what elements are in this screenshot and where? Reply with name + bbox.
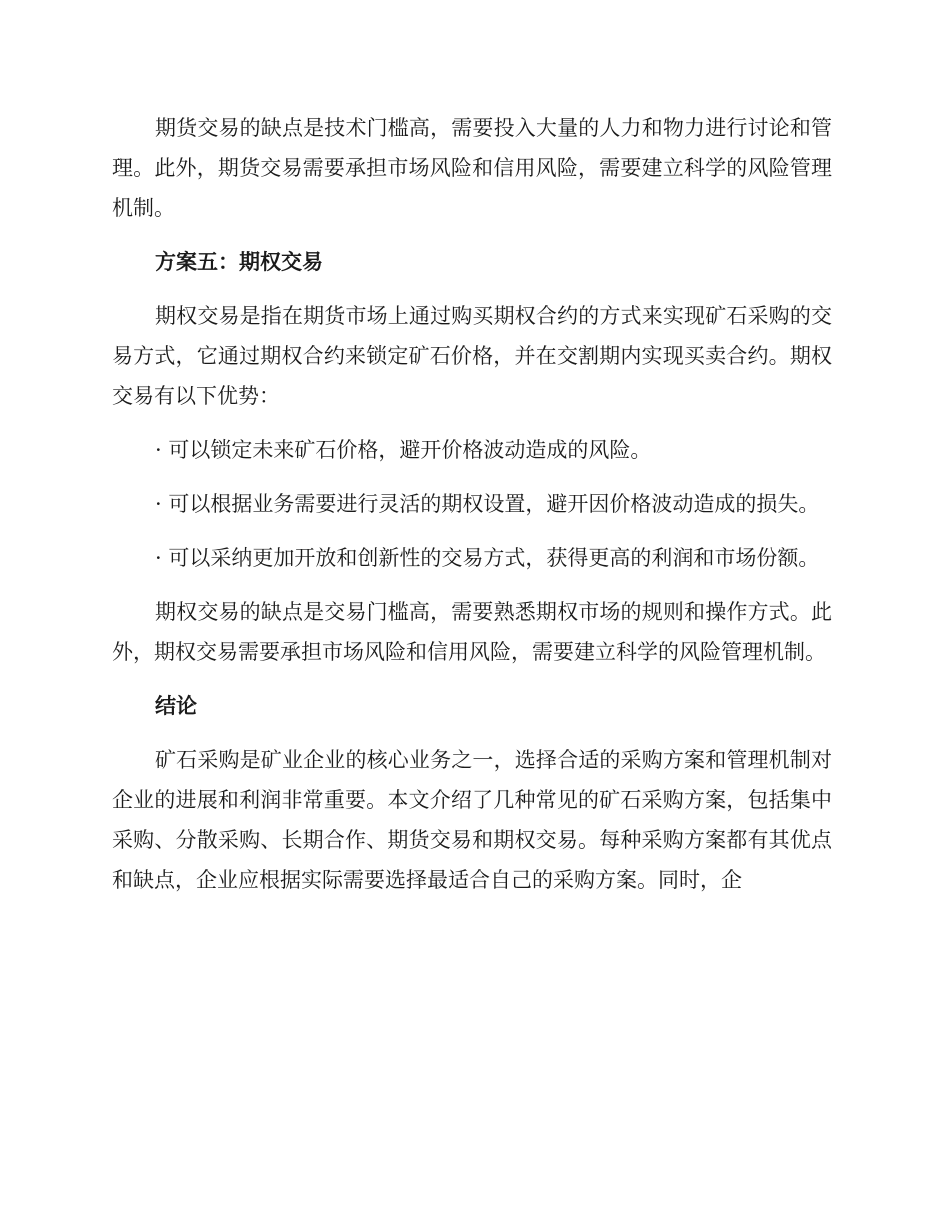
bullet-item-3: · 可以采纳更加开放和创新性的交易方式，获得更高的利润和市场份额。 — [155, 546, 820, 570]
heading-option-five: 方案五：期权交易 — [155, 250, 323, 274]
paragraph-options-drawbacks: 期权交易的缺点是交易门槛高，需要熟悉期权市场的规则和操作方式。此外，期权交易需要承担市场风险和信用风险，需要建立科学的风险管理机制。 — [112, 600, 832, 664]
bullet-item-2: · 可以根据业务需要进行灵活的期权设置，避开因价格波动造成的损失。 — [155, 492, 820, 516]
paragraph-futures-drawbacks: 期货交易的缺点是技术门槛高，需要投入大量的人力和物力进行讨论和管理。此外，期货交易需要承担市场风险和信用风险，需要建立科学的风险管理机制。 — [112, 116, 832, 220]
paragraph-conclusion: 矿石采购是矿业企业的核心业务之一，选择合适的采购方案和管理机制对企业的进展和利润非常重要。本文介绍了几种常见的矿石采购方案，包括集中采购、分散采购、长期合作、期货交易和期权交易。每种采购方案都有其优点和缺点，企业应根据实际需要选择最适合自己的采购方案。同时，企 — [112, 748, 832, 892]
bullet-item-1: · 可以锁定未来矿石价格，避开价格波动造成的风险。 — [155, 438, 652, 462]
paragraph-options-intro: 期权交易是指在期货市场上通过购买期权合约的方式来实现矿石采购的交易方式，它通过期权合约来锁定矿石价格，并在交割期内实现买卖合约。期权交易有以下优势： — [112, 304, 832, 408]
document-page — [112, 108, 832, 900]
heading-conclusion: 结论 — [155, 694, 197, 718]
